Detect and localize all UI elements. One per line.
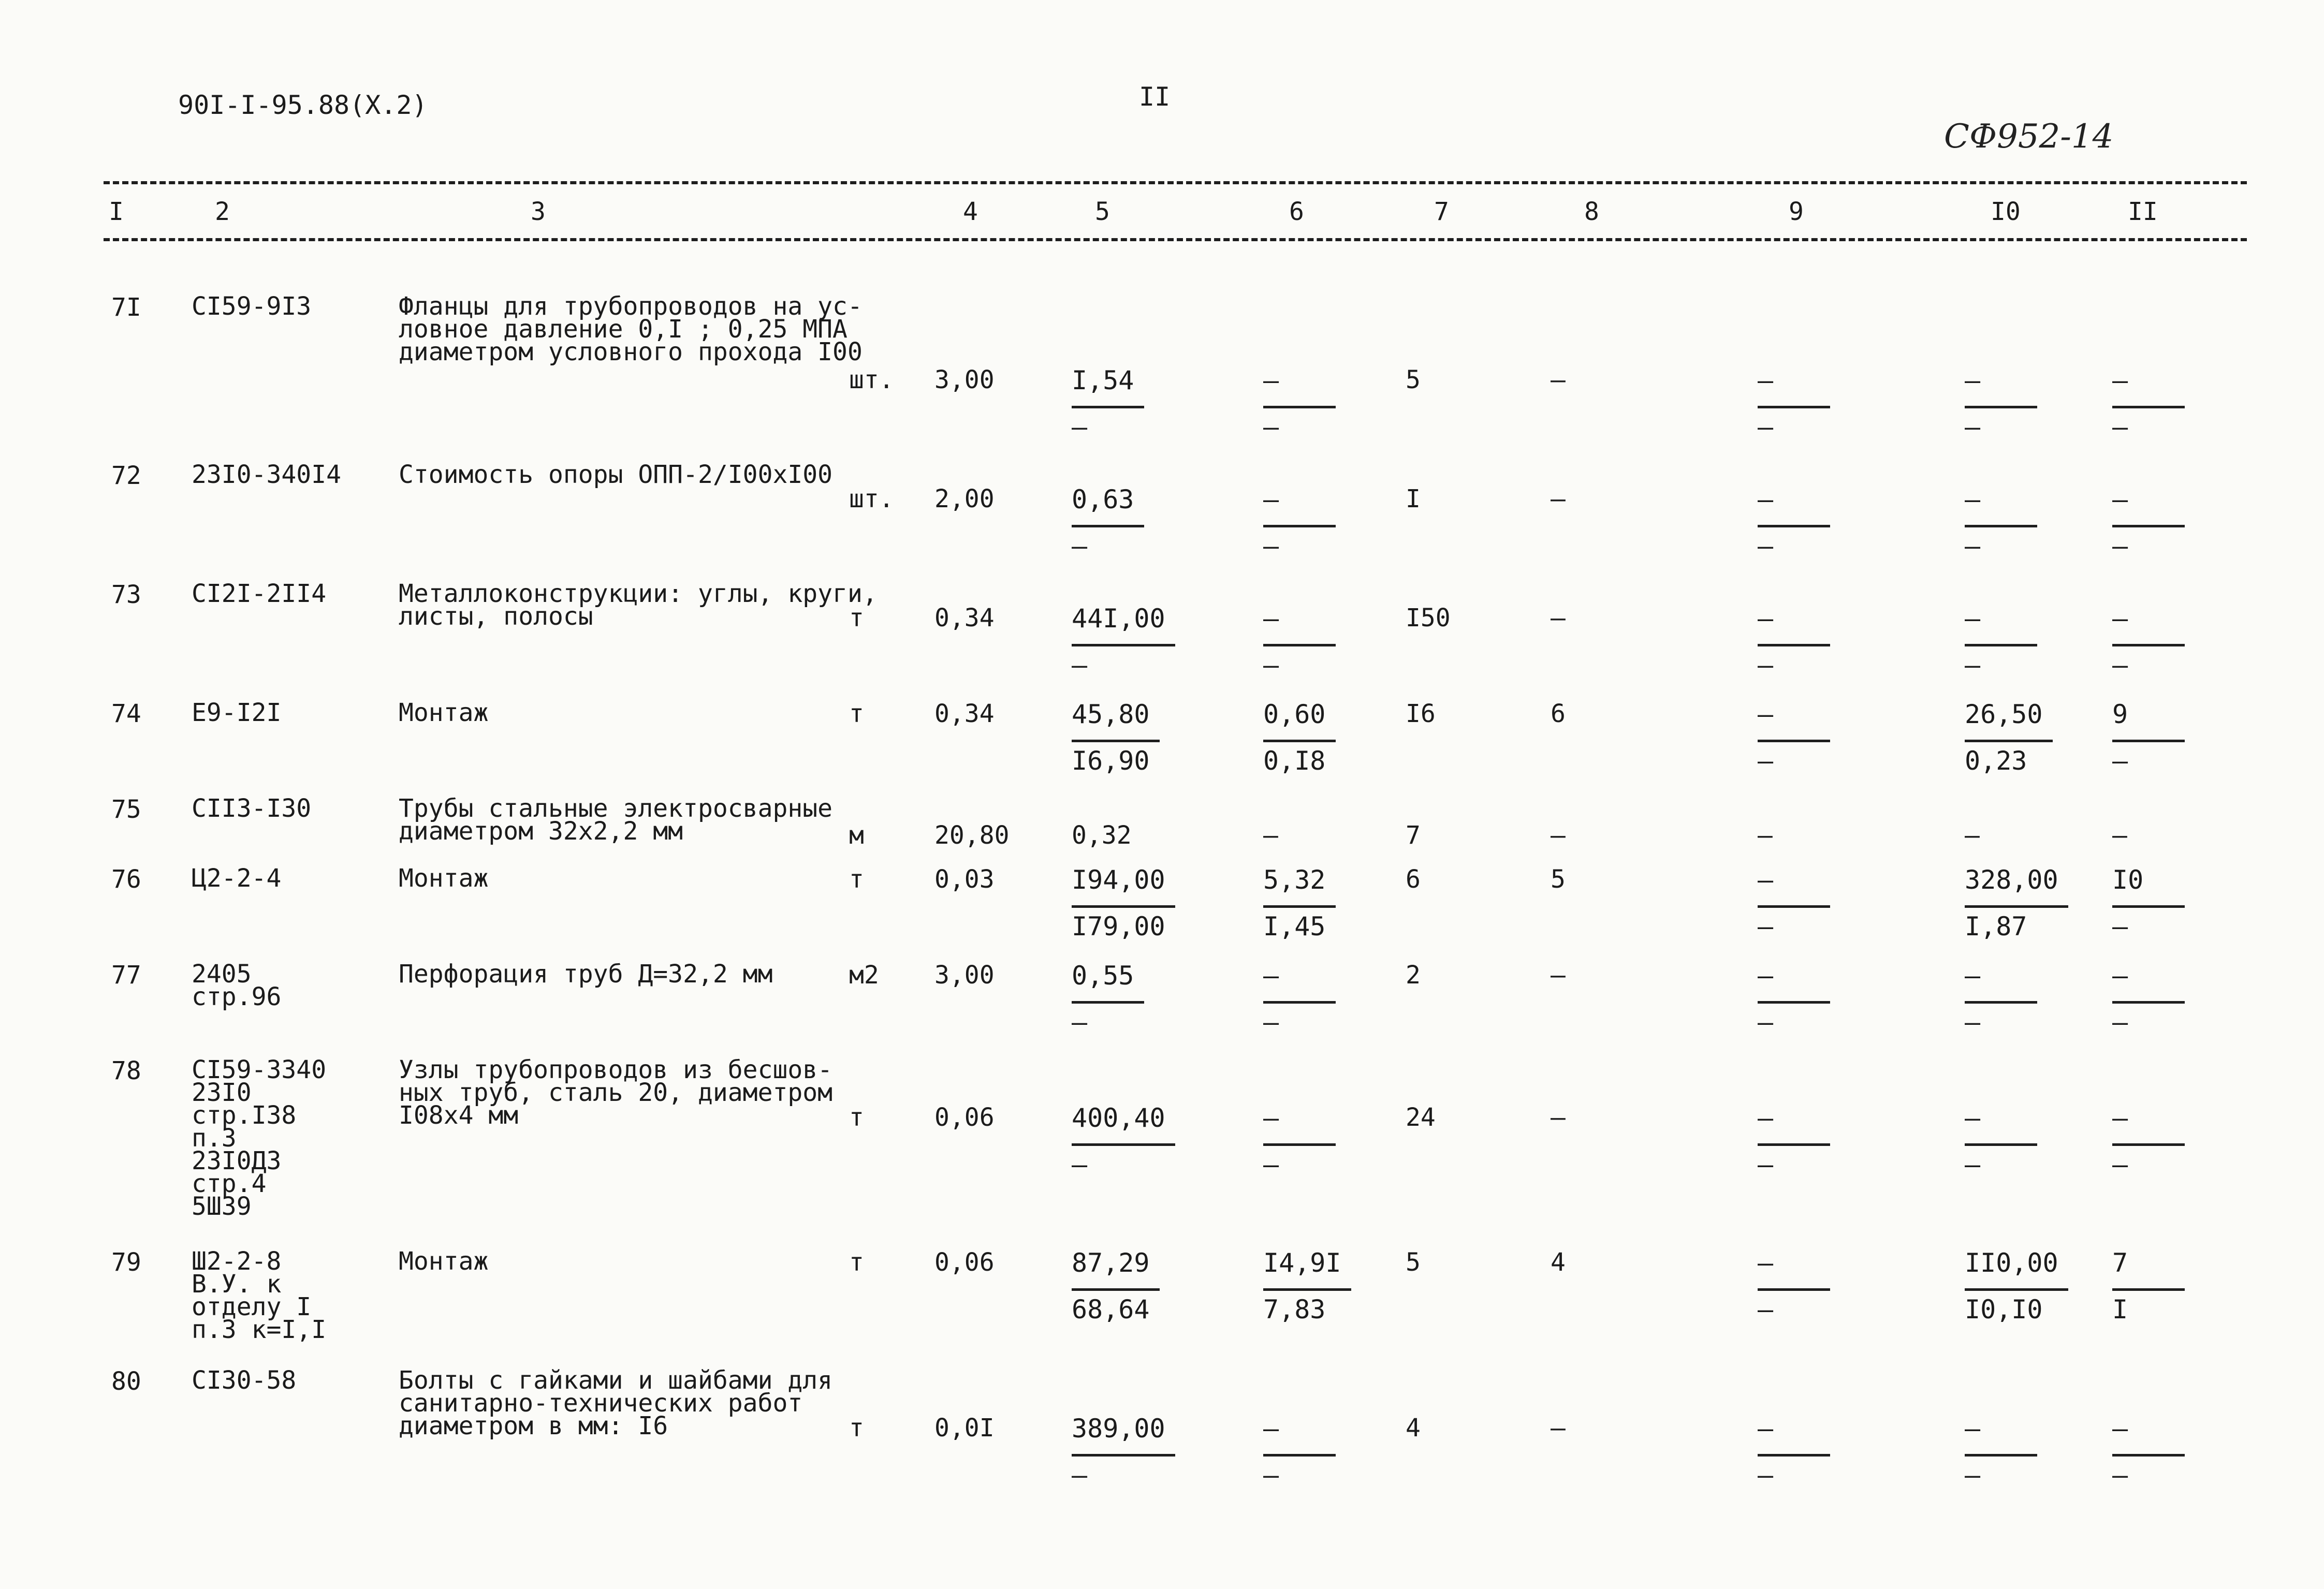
row-col-11-fraction-line xyxy=(2112,905,2185,908)
row-code-line: 2405 xyxy=(192,960,252,989)
row-col-7: 5 xyxy=(1406,365,1421,394)
row-quantity: 0,34 xyxy=(934,699,995,728)
row-quantity: 3,00 xyxy=(934,365,995,394)
row-col-5-top: 0,63 xyxy=(1072,484,1134,514)
row-code-line: Ш2-2-8 xyxy=(192,1247,282,1276)
row-col-9-top: – xyxy=(1758,865,1774,895)
row-col-9-bottom: – xyxy=(1758,1150,1774,1180)
row-col-11-top: – xyxy=(2112,604,2128,634)
row-col-11-top: – xyxy=(2112,1103,2128,1133)
row-col-10-top: – xyxy=(1965,1103,1981,1133)
row-description-line: Монтаж xyxy=(399,864,489,893)
row-col-9-top: – xyxy=(1758,484,1774,514)
row-number: 75 xyxy=(111,795,141,824)
row-number: 74 xyxy=(111,699,141,728)
row-col-11-bottom: – xyxy=(2112,531,2128,561)
row-number: 7I xyxy=(111,293,141,322)
row-col-11-bottom: – xyxy=(2112,650,2128,680)
row-col-10-bottom: I,87 xyxy=(1965,911,2027,941)
row-col-8: – xyxy=(1551,1414,1566,1443)
row-col-11-bottom: – xyxy=(2112,1150,2128,1180)
row-code-line: 23I0-340I4 xyxy=(192,460,341,489)
row-quantity: 0,34 xyxy=(934,604,995,632)
row-col-8: – xyxy=(1551,604,1566,632)
row-col-5: 0,32 xyxy=(1072,821,1132,850)
row-col-11-fraction-line xyxy=(2112,1454,2185,1456)
row-col-8: 4 xyxy=(1551,1248,1566,1277)
row-col-10-fraction-line xyxy=(1965,1143,2037,1146)
row-col-9-fraction-line xyxy=(1758,644,1830,646)
row-col-9-fraction-line xyxy=(1758,1454,1830,1456)
row-col-9-fraction-line xyxy=(1758,905,1830,908)
row-quantity: 20,80 xyxy=(934,821,1010,850)
row-col-11-top: I0 xyxy=(2112,865,2144,895)
row-code-line: E9-I2I xyxy=(192,698,282,727)
row-col-6-bottom: – xyxy=(1263,650,1279,680)
row-col-11-top: – xyxy=(2112,484,2128,514)
row-col-9-bottom: – xyxy=(1758,911,1774,941)
row-col-10-fraction-line xyxy=(1965,644,2037,646)
row-col-5-top: I,54 xyxy=(1072,365,1134,395)
row-description-line: Металлоконструкции: углы, круги, xyxy=(399,579,878,608)
row-code-line: 23I0 xyxy=(192,1078,252,1107)
row-number: 73 xyxy=(111,580,141,609)
row-col-6-fraction-line xyxy=(1263,740,1336,742)
row-col-10-fraction-line xyxy=(1965,740,2053,742)
row-col-6-bottom: I,45 xyxy=(1263,911,1326,941)
row-col-6-top: 5,32 xyxy=(1263,865,1326,895)
row-col-11-bottom: – xyxy=(2112,1007,2128,1037)
row-col-9-bottom: – xyxy=(1758,531,1774,561)
row-col-9-bottom: – xyxy=(1758,1460,1774,1490)
row-code-line: CII3-I30 xyxy=(192,794,312,823)
row-quantity: 0,06 xyxy=(934,1103,995,1132)
row-description-line: Монтаж xyxy=(399,1247,489,1276)
row-col-10-top: 328,00 xyxy=(1965,865,2058,895)
row-col-7: 6 xyxy=(1406,865,1421,894)
row-col-5-top: 400,40 xyxy=(1072,1103,1165,1133)
row-code-line: стр.I38 xyxy=(192,1101,297,1130)
row-col-11-top: 7 xyxy=(2112,1248,2128,1278)
row-col-6-top: – xyxy=(1263,1103,1279,1133)
row-col-11-bottom: – xyxy=(2112,1460,2128,1490)
row-col-9-top: – xyxy=(1758,365,1774,395)
row-col-5-top: I94,00 xyxy=(1072,865,1165,895)
row-col-5-bottom: – xyxy=(1072,1007,1088,1037)
row-col-11-top: – xyxy=(2112,365,2128,395)
row-quantity: 0,03 xyxy=(934,865,995,894)
row-description-line: Трубы стальные электросварные xyxy=(399,794,833,823)
row-col-5-fraction-line xyxy=(1072,525,1144,527)
row-unit: т xyxy=(849,865,864,894)
row-col-6-fraction-line xyxy=(1263,406,1336,408)
row-col-5-fraction-line xyxy=(1072,1288,1160,1291)
row-col-10: – xyxy=(1965,821,1980,850)
row-col-8: – xyxy=(1551,365,1566,394)
row-col-6-bottom: – xyxy=(1263,1460,1279,1490)
row-col-5-top: 45,80 xyxy=(1072,699,1150,729)
row-unit: т xyxy=(849,1414,864,1443)
row-col-6-top: – xyxy=(1263,365,1279,395)
row-col-10-top: II0,00 xyxy=(1965,1248,2058,1278)
row-col-11-fraction-line xyxy=(2112,1143,2185,1146)
row-code-line: отделу I xyxy=(192,1292,312,1321)
column-header-4: 4 xyxy=(963,197,978,226)
row-col-10-top: – xyxy=(1965,1414,1981,1444)
row-code-line: стр.4 xyxy=(192,1169,267,1198)
row-code-line: 5Ш39 xyxy=(192,1192,252,1221)
row-col-7: I6 xyxy=(1406,699,1436,728)
row-col-5-fraction-line xyxy=(1072,1454,1175,1456)
row-description-line: Болты с гайками и шайбами для xyxy=(399,1366,833,1395)
row-description-line: листы, полосы xyxy=(399,602,593,631)
row-col-10-bottom: 0,23 xyxy=(1965,746,2027,776)
row-unit: т xyxy=(849,604,864,632)
row-col-6-fraction-line xyxy=(1263,525,1336,527)
row-description-line: I08x4 мм xyxy=(399,1101,519,1130)
row-col-11-fraction-line xyxy=(2112,406,2185,408)
row-code-line: п.3 xyxy=(192,1124,237,1153)
row-col-6-bottom: – xyxy=(1263,1007,1279,1037)
row-description-line: диаметром в мм: I6 xyxy=(399,1411,668,1440)
row-col-6-bottom: 7,83 xyxy=(1263,1294,1326,1325)
column-header-5: 5 xyxy=(1095,197,1110,226)
row-col-5-top: 389,00 xyxy=(1072,1414,1165,1444)
row-col-8: – xyxy=(1551,1103,1566,1132)
row-description-line: Монтаж xyxy=(399,698,489,727)
column-header-10: I0 xyxy=(1991,197,2021,226)
row-col-9: – xyxy=(1758,821,1773,850)
row-description-line: Перфорация труб Д=32,2 мм xyxy=(399,960,773,989)
column-header-7: 7 xyxy=(1434,197,1449,226)
row-col-10-fraction-line xyxy=(1965,1454,2037,1456)
row-col-9-fraction-line xyxy=(1758,406,1830,408)
row-col-7: 7 xyxy=(1406,821,1421,850)
row-quantity: 2,00 xyxy=(934,484,995,513)
row-col-6-top: – xyxy=(1263,961,1279,991)
row-col-6-fraction-line xyxy=(1263,1454,1336,1456)
row-col-6-fraction-line xyxy=(1263,644,1336,646)
row-col-10-bottom: – xyxy=(1965,1150,1981,1180)
row-col-6-top: I4,9I xyxy=(1263,1248,1341,1278)
row-col-6-top: – xyxy=(1263,1414,1279,1444)
row-col-9-bottom: – xyxy=(1758,746,1774,776)
row-col-10-fraction-line xyxy=(1965,1001,2037,1004)
row-col-11-fraction-line xyxy=(2112,644,2185,646)
row-col-10-top: – xyxy=(1965,961,1981,991)
row-unit: м2 xyxy=(849,961,879,990)
row-code-line: 23I0ДЗ xyxy=(192,1146,282,1175)
row-col-5-top: 0,55 xyxy=(1072,961,1134,991)
header-bottom-rule xyxy=(104,238,2247,241)
row-col-10-bottom: – xyxy=(1965,650,1981,680)
row-quantity: 0,0I xyxy=(934,1414,995,1443)
row-col-5-fraction-line xyxy=(1072,1143,1175,1146)
row-col-11-fraction-line xyxy=(2112,1001,2185,1004)
row-col-6-bottom: – xyxy=(1263,531,1279,561)
row-col-6-top: 0,60 xyxy=(1263,699,1326,729)
row-col-7: I50 xyxy=(1406,604,1451,632)
row-col-11-top: 9 xyxy=(2112,699,2128,729)
column-header-1: I xyxy=(109,197,124,226)
row-number: 76 xyxy=(111,865,141,894)
row-col-9-fraction-line xyxy=(1758,740,1830,742)
row-col-7: I xyxy=(1406,484,1421,513)
row-col-9-fraction-line xyxy=(1758,1288,1830,1291)
row-code-line: CI59-9I3 xyxy=(192,292,312,321)
row-col-7: 24 xyxy=(1406,1103,1436,1132)
row-col-6-top: – xyxy=(1263,604,1279,634)
row-col-10-fraction-line xyxy=(1965,1288,2068,1291)
row-col-7: 4 xyxy=(1406,1414,1421,1443)
column-header-3: 3 xyxy=(531,197,546,226)
row-col-9-top: – xyxy=(1758,1414,1774,1444)
row-code-line: CI30-58 xyxy=(192,1366,297,1395)
row-code-line: п.3 к=I,I xyxy=(192,1315,327,1344)
row-unit: т xyxy=(849,699,864,728)
row-col-10-fraction-line xyxy=(1965,525,2037,527)
row-col-5-top: 44I,00 xyxy=(1072,604,1165,634)
row-col-6-bottom: 0,I8 xyxy=(1263,746,1326,776)
row-col-5-bottom: – xyxy=(1072,531,1088,561)
column-header-2: 2 xyxy=(215,197,230,226)
row-code-line: Ц2-2-4 xyxy=(192,864,282,893)
column-header-6: 6 xyxy=(1289,197,1304,226)
row-col-5-bottom: I79,00 xyxy=(1072,911,1165,941)
row-number: 77 xyxy=(111,961,141,990)
row-col-9-top: – xyxy=(1758,1248,1774,1278)
row-col-9-fraction-line xyxy=(1758,1001,1830,1004)
row-col-9-top: – xyxy=(1758,961,1774,991)
row-col-8: – xyxy=(1551,961,1566,990)
row-col-9-top: – xyxy=(1758,604,1774,634)
row-col-9-bottom: – xyxy=(1758,412,1774,442)
row-col-10-fraction-line xyxy=(1965,905,2068,908)
row-col-10-bottom: – xyxy=(1965,531,1981,561)
row-col-10-fraction-line xyxy=(1965,406,2037,408)
document-code: 90I-I-95.88(X.2) xyxy=(178,90,428,120)
row-col-5-bottom: I6,90 xyxy=(1072,746,1150,776)
row-col-11-bottom: – xyxy=(2112,412,2128,442)
row-col-10-bottom: – xyxy=(1965,1460,1981,1490)
row-col-11-top: – xyxy=(2112,1414,2128,1444)
row-description-line: диаметром 32x2,2 мм xyxy=(399,817,683,846)
row-col-10-top: – xyxy=(1965,365,1981,395)
row-col-10-bottom: I0,I0 xyxy=(1965,1294,2043,1325)
row-col-5-top: 87,29 xyxy=(1072,1248,1150,1278)
row-description-line: Узлы трубопроводов из бесшов- xyxy=(399,1055,833,1084)
row-col-5-fraction-line xyxy=(1072,644,1175,646)
row-col-6-fraction-line xyxy=(1263,1143,1336,1146)
column-header-8: 8 xyxy=(1584,197,1599,226)
row-col-6-fraction-line xyxy=(1263,1001,1336,1004)
row-description-line: Стоимость опоры ОПП-2/I00xI00 xyxy=(399,460,833,489)
row-unit: т xyxy=(849,1248,864,1277)
row-col-10-top: – xyxy=(1965,604,1981,634)
row-unit: т xyxy=(849,1103,864,1132)
row-col-6-fraction-line xyxy=(1263,1288,1351,1291)
row-col-11-top: – xyxy=(2112,961,2128,991)
row-col-5-bottom: – xyxy=(1072,1150,1088,1180)
row-col-11-fraction-line xyxy=(2112,740,2185,742)
handwritten-stamp: СФ952-14 xyxy=(1944,117,2114,156)
row-col-6-bottom: – xyxy=(1263,412,1279,442)
row-col-6-bottom: – xyxy=(1263,1150,1279,1180)
row-col-5-bottom: – xyxy=(1072,412,1088,442)
row-col-5-fraction-line xyxy=(1072,406,1144,408)
row-col-6: – xyxy=(1263,821,1278,850)
row-col-5-fraction-line xyxy=(1072,740,1160,742)
page-number: II xyxy=(1139,82,1171,112)
header-top-rule xyxy=(104,181,2247,184)
row-code-line: В.У. к xyxy=(192,1270,282,1299)
row-col-5-fraction-line xyxy=(1072,1001,1144,1004)
row-code-line: CI59-3340 xyxy=(192,1055,327,1084)
row-col-9-fraction-line xyxy=(1758,1143,1830,1146)
row-quantity: 0,06 xyxy=(934,1248,995,1277)
row-col-11-bottom: – xyxy=(2112,746,2128,776)
column-header-9: 9 xyxy=(1789,197,1804,226)
row-col-11-fraction-line xyxy=(2112,1288,2185,1291)
row-col-5-fraction-line xyxy=(1072,905,1175,908)
row-col-10-bottom: – xyxy=(1965,1007,1981,1037)
row-col-5-bottom: – xyxy=(1072,1460,1088,1490)
row-col-5-bottom: – xyxy=(1072,650,1088,680)
row-col-11: – xyxy=(2112,821,2127,850)
row-col-7: 5 xyxy=(1406,1248,1421,1277)
row-col-6-fraction-line xyxy=(1263,905,1336,908)
row-col-11-fraction-line xyxy=(2112,525,2185,527)
row-description-line: Фланцы для трубопроводов на ус- xyxy=(399,292,863,321)
row-col-9-top: – xyxy=(1758,699,1774,729)
row-description-line: ных труб, сталь 20, диаметром xyxy=(399,1078,833,1107)
row-col-11-bottom: I xyxy=(2112,1294,2128,1325)
row-description-line: диаметром условного прохода I00 xyxy=(399,337,863,366)
row-number: 80 xyxy=(111,1367,141,1396)
row-col-8: – xyxy=(1551,484,1566,513)
row-col-8: – xyxy=(1551,821,1566,850)
row-description-line: ловное давление 0,I ; 0,25 МПА xyxy=(399,315,847,344)
row-col-11-bottom: – xyxy=(2112,911,2128,941)
row-unit: м xyxy=(849,821,864,850)
row-col-10-top: 26,50 xyxy=(1965,699,2043,729)
row-number: 72 xyxy=(111,461,141,490)
row-col-5-bottom: 68,64 xyxy=(1072,1294,1150,1325)
row-number: 79 xyxy=(111,1248,141,1277)
row-number: 78 xyxy=(111,1056,141,1085)
row-unit: шт. xyxy=(849,484,894,513)
row-col-8: 5 xyxy=(1551,865,1566,894)
row-description-line: санитарно-технических работ xyxy=(399,1389,803,1418)
row-col-8: 6 xyxy=(1551,699,1566,728)
row-quantity: 3,00 xyxy=(934,961,995,990)
row-col-7: 2 xyxy=(1406,961,1421,990)
row-col-9-fraction-line xyxy=(1758,525,1830,527)
row-col-9-bottom: – xyxy=(1758,1007,1774,1037)
row-unit: шт. xyxy=(849,365,894,394)
row-col-10-bottom: – xyxy=(1965,412,1981,442)
row-col-9-bottom: – xyxy=(1758,650,1774,680)
row-col-9-top: – xyxy=(1758,1103,1774,1133)
row-code-line: стр.96 xyxy=(192,982,282,1011)
row-code-line: CI2I-2II4 xyxy=(192,579,327,608)
column-header-11: II xyxy=(2128,197,2158,226)
row-col-10-top: – xyxy=(1965,484,1981,514)
row-col-9-bottom: – xyxy=(1758,1294,1774,1325)
row-col-6-top: – xyxy=(1263,484,1279,514)
